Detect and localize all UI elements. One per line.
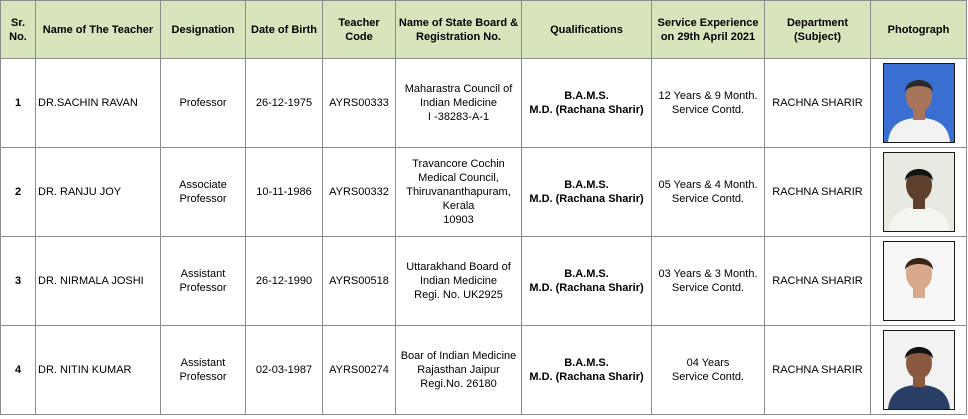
qualifications-cell: B.A.M.S. M.D. (Rachana Sharir): [522, 148, 652, 237]
table-row: [1, 59, 967, 148]
date-of-birth-cell: 26-12-1975: [246, 59, 323, 148]
teacher-photo: [883, 241, 955, 321]
designation-cell: Assistant Professor: [161, 326, 246, 415]
teacher-photo: [883, 63, 955, 143]
service-experience-cell: 03 Years & 3 Month. Service Contd.: [652, 237, 765, 326]
designation-cell: Assistant Professor: [161, 237, 246, 326]
department-cell: RACHNA SHARIR: [765, 326, 871, 415]
date-of-birth-cell: 10-11-1986: [246, 148, 323, 237]
header-state-board: Name of State Board & Registration No.: [396, 1, 522, 59]
teacher-name-cell: DR. NIRMALA JOSHI: [36, 237, 161, 326]
table-row: [1, 148, 967, 237]
service-experience-cell: 04 Years Service Contd.: [652, 326, 765, 415]
portrait-icon: [884, 153, 954, 231]
photograph-cell: [871, 59, 967, 148]
header-photograph: Photograph: [871, 1, 967, 59]
photograph-cell: [871, 237, 967, 326]
department-cell: RACHNA SHARIR: [765, 59, 871, 148]
qualifications-cell: B.A.M.S. M.D. (Rachana Sharir): [522, 326, 652, 415]
sr-no-cell: 2: [1, 148, 36, 237]
header-designation: Designation: [161, 1, 246, 59]
teacher-name-cell: DR. RANJU JOY: [36, 148, 161, 237]
state-board-cell: Boar of Indian Medicine Rajasthan Jaipur Regi.No. 26180: [396, 326, 522, 415]
designation-cell: Professor: [161, 59, 246, 148]
teacher-photo: [883, 330, 955, 410]
photograph-cell: [871, 326, 967, 415]
qualifications-cell: B.A.M.S. M.D. (Rachana Sharir): [522, 59, 652, 148]
date-of-birth-cell: 26-12-1990: [246, 237, 323, 326]
header-date-of-birth: Date of Birth: [246, 1, 323, 59]
photograph-cell: [871, 148, 967, 237]
teacher-code-cell: AYRS00274: [323, 326, 396, 415]
qualifications-cell: B.A.M.S. M.D. (Rachana Sharir): [522, 237, 652, 326]
header-row: [1, 1, 967, 59]
header-teacher-code: Teacher Code: [323, 1, 396, 59]
table-row: [1, 237, 967, 326]
teacher-name-cell: DR. NITIN KUMAR: [36, 326, 161, 415]
teacher-code-cell: AYRS00518: [323, 237, 396, 326]
service-experience-cell: 12 Years & 9 Month. Service Contd.: [652, 59, 765, 148]
header-qualifications: Qualifications: [522, 1, 652, 59]
portrait-icon: [884, 64, 954, 142]
state-board-cell: Uttarakhand Board of Indian Medicine Regi. No. UK2925: [396, 237, 522, 326]
sr-no-cell: 4: [1, 326, 36, 415]
teacher-name-cell: DR.SACHIN RAVAN: [36, 59, 161, 148]
teacher-code-cell: AYRS00332: [323, 148, 396, 237]
header-sr-no: Sr. No.: [1, 1, 36, 59]
header-service-experience: Service Experience on 29th April 2021: [652, 1, 765, 59]
designation-cell: Associate Professor: [161, 148, 246, 237]
table-body: [1, 59, 967, 415]
portrait-icon: [884, 331, 954, 409]
teacher-code-cell: AYRS00333: [323, 59, 396, 148]
sr-no-cell: 1: [1, 59, 36, 148]
state-board-cell: Maharastra Council of Indian Medicine I -38283-A-1: [396, 59, 522, 148]
teacher-photo: [883, 152, 955, 232]
department-cell: RACHNA SHARIR: [765, 237, 871, 326]
header-department: Department (Subject): [765, 1, 871, 59]
service-experience-cell: 05 Years & 4 Month. Service Contd.: [652, 148, 765, 237]
state-board-cell: Travancore Cochin Medical Council, Thiruvananthapuram, Kerala 10903: [396, 148, 522, 237]
date-of-birth-cell: 02-03-1987: [246, 326, 323, 415]
table-row: [1, 326, 967, 415]
header-teacher-name: Name of The Teacher: [36, 1, 161, 59]
department-cell: RACHNA SHARIR: [765, 148, 871, 237]
sr-no-cell: 3: [1, 237, 36, 326]
portrait-icon: [884, 242, 954, 320]
